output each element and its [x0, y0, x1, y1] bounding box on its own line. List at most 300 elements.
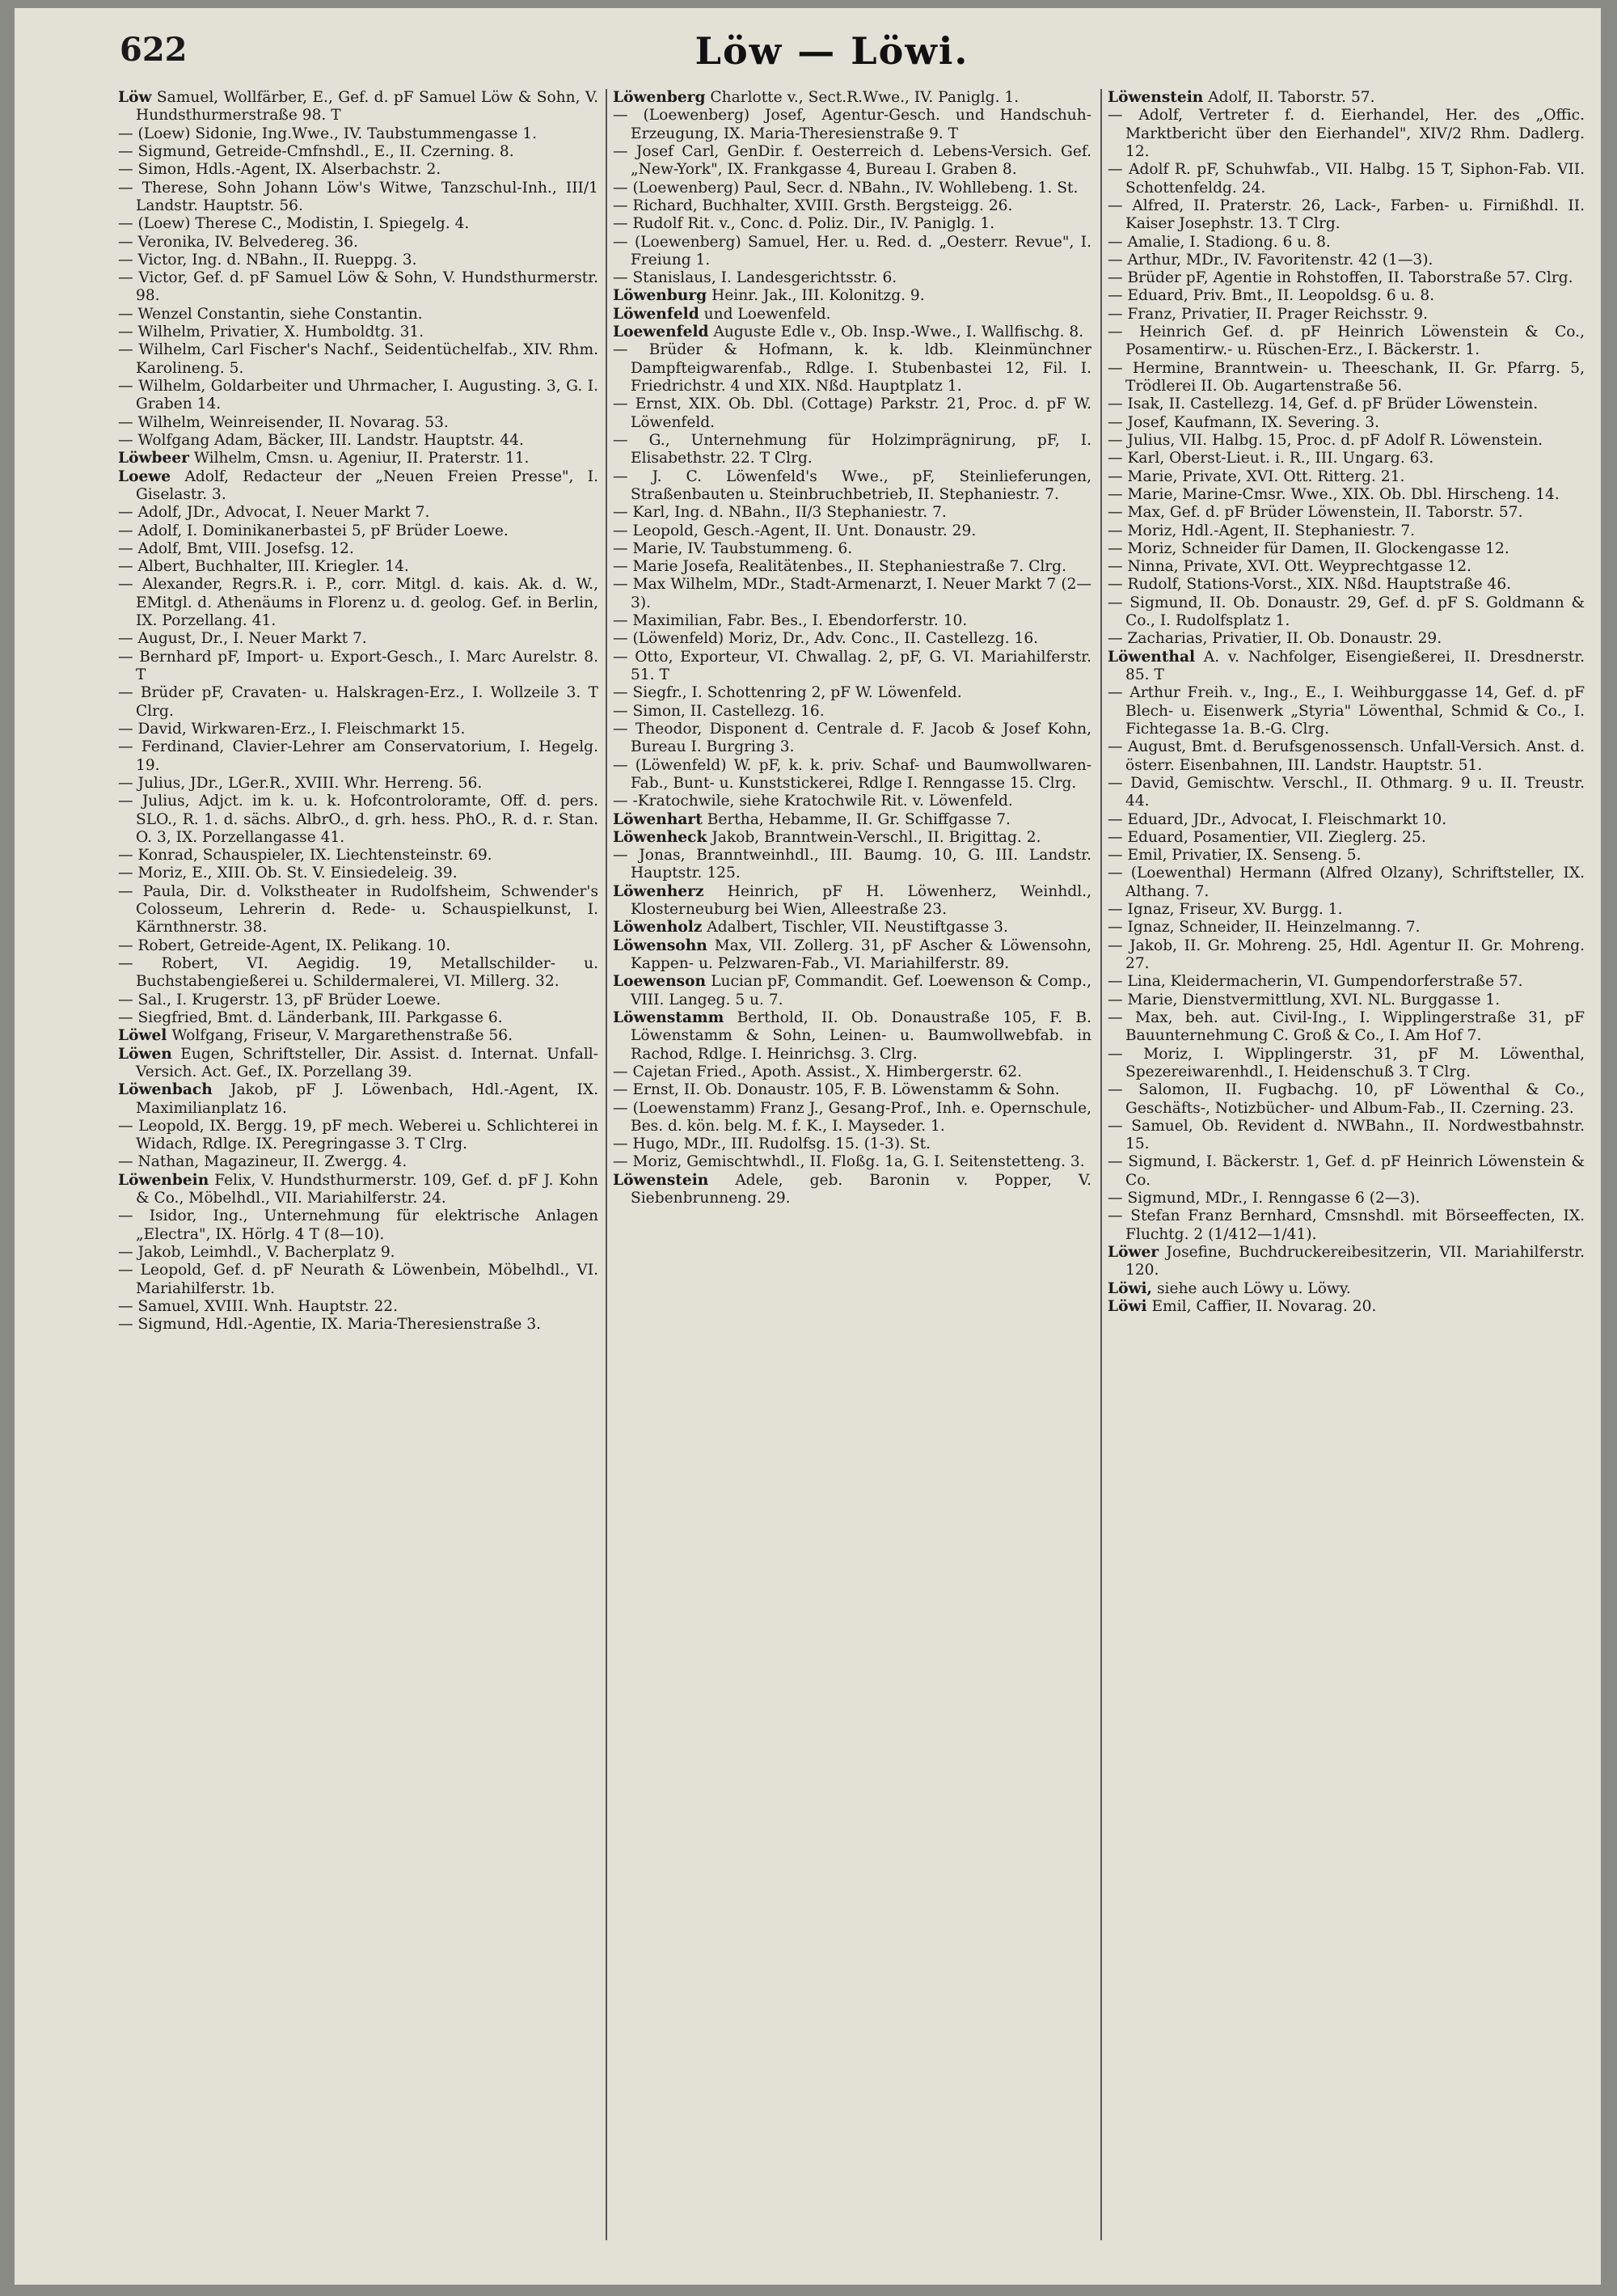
entry-text: — Arthur Freih. v., Ing., E., I. Weihburggasse 14, Gef. d. pF Blech- u. Eisenwerk „Styria" Löwenthal, Schmid & Co., I. Fichtegasse 1a. B.-G. Clrg. — [1108, 684, 1585, 738]
entry-text: — Adolf, Vertreter f. d. Eierhandel, Her. des „Offic. Marktbericht über den Eierhandel", XIV/2 Rhm. Dadlerg. 12. — [1108, 107, 1585, 160]
entry-text: Wolfgang, Friseur, V. Margarethenstraße 56. — [171, 1027, 513, 1045]
entry-text: — Alfred, II. Praterstr. 26, Lack-, Farben- u. Firnißhdl. II. Kaiser Josephstr. 13. T Clrg. — [1108, 197, 1585, 233]
directory-entry — [118, 1153, 598, 1171]
directory-entry — [1108, 1207, 1585, 1244]
entry-surname: Löwi, — [1108, 1279, 1153, 1297]
entry-text: — Theodor, Disponent d. Centrale d. F. Jacob & Josef Kohn, Bureau I. Burgring 3. — [613, 720, 1091, 756]
directory-entry — [613, 829, 1091, 847]
entry-text: — Moriz, E., XIII. Ob. St. V. Einsiedeleig. 39. — [118, 865, 458, 882]
entry-text: — Sigmund, MDr., I. Renngasse 6 (2—3). — [1108, 1190, 1421, 1207]
entry-text: — Hugo, MDr., III. Rudolfsg. 15. (1-3). St. — [613, 1135, 931, 1153]
entry-text: — Nathan, Magazineur, II. Zwergg. 4. — [118, 1153, 407, 1171]
directory-entry — [118, 414, 598, 432]
entry-text: — Sigmund, I. Bäckerstr. 1, Gef. d. pF Heinrich Löwenstein & Co. — [1108, 1153, 1585, 1189]
directory-entry — [1108, 306, 1585, 323]
entry-text: — David, Wirkwaren-Erz., I. Fleischmarkt 15. — [118, 720, 466, 738]
directory-entry — [118, 306, 598, 323]
directory-entry — [1108, 234, 1585, 252]
entry-text: — Wolfgang Adam, Bäcker, III. Landstr. Hauptstr. 44. — [118, 431, 524, 449]
directory-entry — [118, 1172, 598, 1208]
entry-text: — (Loewenstamm) Franz J., Gesang-Prof., Inh. e. Opernschule, Bes. d. kön. belg. M. f. K., I. Mayseder. 1. — [613, 1099, 1091, 1135]
directory-entry — [1108, 468, 1585, 486]
entry-text: — Moriz, I. Wipplingerstr. 31, pF M. Löwenthal, Spezereiwarenhdl., I. Heidenschuß 3. T Clrg. — [1108, 1045, 1585, 1080]
directory-entry — [118, 775, 598, 793]
entry-text: Josefine, Buchdruckereibesitzerin, VII. Mariahilferstr. 120. — [1125, 1244, 1585, 1279]
entry-text: und Loewenfeld. — [703, 305, 831, 323]
entry-text: Adele, geb. Baronin v. Popper, V. Siebenbrunneng. 29. — [631, 1171, 1091, 1207]
directory-entry — [118, 576, 598, 630]
entry-text: — Isak, II. Castellezg. 14, Gef. d. pF Brüder Löwenstein. — [1108, 395, 1539, 413]
directory-entry — [1108, 973, 1585, 991]
entry-surname: Löwenheck — [613, 828, 707, 846]
entry-text: — Therese, Sohn Johann Löw's Witwe, Tanzschul-Inh., III/1 Landstr. Hauptstr. 56. — [118, 179, 598, 214]
directory-entry — [613, 612, 1091, 630]
directory-entry — [118, 161, 598, 179]
directory-entry — [1108, 161, 1585, 197]
directory-entry — [1108, 450, 1585, 467]
column-divider — [1100, 89, 1102, 2240]
directory-entry — [613, 973, 1091, 1009]
entry-surname: Loewenson — [613, 973, 707, 991]
directory-entry — [118, 522, 598, 540]
directory-entry — [613, 649, 1091, 685]
entry-text: Jakob, pF J. Löwenbach, Hdl.-Agent, IX. Maximilianplatz 16. — [136, 1081, 598, 1117]
entry-text: — Jonas, Branntweinhdl., III. Baumg. 10, G. III. Landstr. Hauptstr. 125. — [613, 847, 1091, 882]
page-title: Löw — Löwi. — [695, 29, 969, 73]
column-middle — [613, 89, 1091, 2256]
directory-entry — [118, 234, 598, 252]
entry-text: — Josef Carl, GenDir. f. Oesterreich d. Lebens-Versich. Gef. „New-York", IX. Frankgasse 4, Bureau I. Graben 8. — [613, 142, 1091, 179]
entry-text: — Ferdinand, Clavier-Lehrer am Conservatorium, I. Hegelg. 19. — [118, 738, 598, 774]
directory-entry — [1108, 360, 1585, 396]
entry-text: — Paula, Dir. d. Volkstheater in Rudolfsheim, Schwender's Colosseum, Lehrerin d. Rede- u. Schauspielkunst, I. Kärnthnerstr. 38. — [118, 882, 598, 937]
entry-text: — Max, beh. aut. Civil-Ing., I. Wipplingerstraße 31, pF Bauunternehmung C. Groß & Co., I. Am Hof 7. — [1108, 1008, 1585, 1045]
entry-text: — Simon, II. Castellezg. 16. — [613, 702, 825, 720]
directory-entry — [118, 1207, 598, 1244]
entry-text: — Marie, Private, XVI. Ott. Ritterg. 21. — [1108, 467, 1405, 485]
directory-entry — [1108, 630, 1585, 648]
entry-text: A. v. Nachfolger, Eisengießerei, II. Dresdnerstr. 85. T — [1125, 648, 1585, 683]
directory-entry — [613, 811, 1091, 829]
directory-entry — [118, 1316, 598, 1334]
entry-text: — Max Wilhelm, MDr., Stadt-Armenarzt, I. Neuer Markt 7 (2—3). — [613, 576, 1091, 611]
entry-surname: Löwel — [118, 1027, 167, 1045]
entry-text: — Brüder pF, Agentie in Rohstoffen, II. Taborstraße 57. Clrg. — [1108, 269, 1573, 287]
directory-entry — [118, 540, 598, 558]
directory-entry — [613, 89, 1091, 107]
entry-text: — (Loewenthal) Hermann (Alfred Olzany), Schriftsteller, IX. Althang. 7. — [1108, 865, 1585, 900]
entry-surname: Löwenbein — [118, 1171, 209, 1189]
entry-text: — Eduard, Priv. Bmt., II. Leopoldsg. 6 u. 8. — [1108, 287, 1435, 305]
entry-text: — Wilhelm, Goldarbeiter und Uhrmacher, I. Augusting. 3, G. I. Graben 14. — [118, 378, 598, 413]
entry-text: — Marie, Dienstvermittlung, XVI. NL. Burggasse 1. — [1108, 991, 1501, 1008]
directory-entry — [1108, 504, 1585, 522]
entry-text: — (Loew) Sidonie, Ing.Wwe., IV. Taubstummengasse 1. — [118, 125, 538, 142]
directory-entry — [613, 287, 1091, 305]
entry-text: Felix, V. Hundsthurmerstr. 109, Gef. d. pF J. Kohn & Co., Möbelhdl., VII. Mariahilferstr. 24. — [136, 1171, 598, 1207]
directory-entry — [1108, 432, 1585, 450]
entry-surname: Löwenstein — [613, 1171, 709, 1189]
directory-entry — [1108, 937, 1585, 974]
directory-entry — [613, 684, 1091, 702]
directory-page — [15, 8, 1601, 2285]
entry-text: — Ignaz, Schneider, II. Heinzelmanng. 7. — [1108, 919, 1421, 937]
directory-entry — [1108, 269, 1585, 287]
directory-entry — [118, 793, 598, 847]
entry-text: — Marie, IV. Taubstummeng. 6. — [613, 539, 853, 557]
entry-text: — J. C. Löwenfeld's Wwe., pF, Steinlieferungen, Straßenbauten u. Steinbruchbetrieb, II. Stephaniestr. 7. — [613, 467, 1091, 503]
directory-entry — [613, 703, 1091, 721]
directory-entry — [118, 1046, 598, 1082]
directory-entry — [118, 450, 598, 467]
entry-text: — Hermine, Branntwein- u. Theeschank, II. Gr. Pfarrg. 5, Trödlerei II. Ob. Augartenstraße 56. — [1108, 359, 1585, 395]
entry-text: — Samuel, Ob. Revident d. NWBahn., II. Nordwestbahnstr. 15. — [1108, 1117, 1585, 1153]
entry-text: — Simon, Hdls.-Agent, IX. Alserbachstr. 2. — [118, 161, 441, 179]
entry-text: — David, Gemischtw. Verschl., II. Othmarg. 9 u. II. Treustr. 44. — [1108, 774, 1585, 810]
entry-text: — Sigmund, II. Ob. Donaustr. 29, Gef. d. pF S. Goldmann & Co., I. Rudolfsplatz 1. — [1108, 594, 1585, 630]
entry-text: Auguste Edle v., Ob. Insp.-Wwe., I. Wallfischg. 8. — [713, 323, 1084, 341]
column-divider — [606, 89, 607, 2240]
directory-entry — [118, 1081, 598, 1118]
entry-text: — Adolf, Bmt, VIII. Josefsg. 12. — [118, 539, 354, 557]
entry-text: Adolf, Redacteur der „Neuen Freien Presse", I. Giselastr. 3. — [136, 467, 598, 503]
entry-surname: Löwenstamm — [613, 1008, 724, 1026]
entry-text: Berthold, II. Ob. Donaustraße 105, F. B. Löwenstamm & Sohn, Leinen- u. Baumwollwebfab. in Rachod, Rdlge. I. Heinrichsg. 3. Clrg. — [631, 1008, 1091, 1063]
directory-entry — [1108, 107, 1585, 161]
directory-entry — [613, 793, 1091, 810]
directory-entry — [613, 847, 1091, 883]
entry-text: — Julius, Adjct. im k. u. k. Hofcontroloramte, Off. d. pers. SLO., R. 1. d. sächs. AlbrO., d. grh. hess. PhO., R. d. r. Stan. O. 3, IX. Porzellangasse 41. — [118, 793, 598, 846]
entry-text: — Julius, VII. Halbg. 15, Proc. d. pF Adolf R. Löwenstein. — [1108, 431, 1543, 449]
directory-entry — [1108, 1280, 1585, 1298]
entry-text: — (Löwenfeld) Moriz, Dr., Adv. Conc., II. Castellezg. 16. — [613, 630, 1039, 648]
directory-entry — [613, 576, 1091, 612]
directory-entry — [613, 757, 1091, 793]
entry-text: — Otto, Exporteur, VI. Chwallag. 2, pF, G. VI. Mariahilferstr. 51. T — [613, 648, 1091, 683]
entry-text: Adalbert, Tischler, VII. Neustiftgasse 3. — [707, 919, 1008, 937]
entry-text: Charlotte v., Sect.R.Wwe., IV. Paniglg. 1. — [710, 89, 1020, 106]
directory-entry — [118, 847, 598, 865]
directory-entry — [118, 125, 598, 143]
entry-text: — Moriz, Hdl.-Agent, II. Stephaniestr. 7. — [1108, 522, 1416, 539]
directory-entry — [118, 468, 598, 505]
directory-entry — [613, 883, 1091, 920]
entry-surname: Löwenholz — [613, 919, 703, 937]
entry-text: — Amalie, I. Stadiong. 6 u. 8. — [1108, 233, 1331, 251]
directory-entry — [613, 143, 1091, 180]
entry-text: Emil, Caffier, II. Novarag. 20. — [1151, 1297, 1377, 1315]
directory-entry — [1108, 992, 1585, 1009]
entry-text: — Eduard, JDr., Advocat, I. Fleischmarkt 10. — [1108, 810, 1447, 828]
entry-text: — Adolf, JDr., Advocat, I. Neuer Markt 7. — [118, 504, 430, 522]
entry-text: Lucian pF, Commandit. Gef. Loewenson & Comp., VIII. Langeg. 5 u. 7. — [631, 973, 1091, 1008]
directory-entry — [1108, 522, 1585, 540]
entry-text: — August, Dr., I. Neuer Markt 7. — [118, 630, 367, 648]
entry-surname: Loewe — [118, 467, 171, 485]
directory-entry — [613, 558, 1091, 576]
directory-entry — [613, 937, 1091, 974]
directory-entry — [118, 1118, 598, 1154]
entry-text: — Richard, Buchhalter, XVIII. Grsth. Bergsteigg. 26. — [613, 197, 1013, 214]
entry-text: — Rudolf Rit. v., Conc. d. Poliz. Dir., IV. Paniglg. 1. — [613, 215, 995, 233]
directory-entry — [118, 378, 598, 414]
entry-text: — (Loewenberg) Samuel, Her. u. Red. d. „Oesterr. Revue", I. Freiung 1. — [613, 233, 1091, 269]
directory-entry — [613, 1009, 1091, 1063]
directory-entry — [613, 269, 1091, 287]
entry-text: — Maximilian, Fabr. Bes., I. Ebendorferstr. 10. — [613, 612, 968, 630]
directory-entry — [1108, 865, 1585, 901]
entry-text: — Moriz, Schneider für Damen, II. Glockengasse 12. — [1108, 539, 1509, 557]
directory-entry — [1108, 775, 1585, 811]
directory-entry — [118, 89, 598, 125]
directory-entry — [118, 180, 598, 216]
entry-text: — Leopold, IX. Bergg. 19, pF mech. Weberei u. Schlichterei in Widach, Rdlge. IX. Peregringasse 3. T Clrg. — [118, 1117, 598, 1153]
directory-entry — [118, 738, 598, 775]
entry-text: — Alexander, Regrs.R. i. P., corr. Mitgl. d. kais. Ak. d. W., EMitgl. d. Athenäums in Florenz u. d. geolog. Gef. in Berlin, IX. Porzellang. 41. — [118, 576, 598, 630]
entry-surname: Löwenherz — [613, 882, 704, 900]
directory-entry — [118, 432, 598, 450]
directory-entry — [613, 234, 1091, 270]
entry-text: — Ernst, XIX. Ob. Dbl. (Cottage) Parkstr. 21, Proc. d. pF W. Löwenfeld. — [613, 395, 1091, 431]
page-number: 622 — [120, 31, 188, 69]
directory-entry — [613, 540, 1091, 558]
entry-surname: Löwenstein — [1108, 89, 1204, 106]
directory-entry — [1108, 323, 1585, 360]
entry-text: — Salomon, II. Fugbachg. 10, pF Löwenthal & Co., Geschäfts-, Notizbücher- und Album-Fab., II. Czerning. 23. — [1108, 1081, 1585, 1117]
entry-text: — Heinrich Gef. d. pF Heinrich Löwenstein & Co., Posamentirw.- u. Rüschen-Erz., I. Bäckerstr. 1. — [1108, 323, 1585, 359]
entry-text: — Wilhelm, Weinreisender, II. Novarag. 53. — [118, 413, 449, 431]
entry-text: — Ignaz, Friseur, XV. Burgg. 1. — [1108, 901, 1343, 919]
directory-entry — [1108, 847, 1585, 865]
directory-entry — [1108, 486, 1585, 504]
entry-text: — Rudolf, Stations-Vorst., XIX. Nßd. Hauptstraße 46. — [1108, 576, 1512, 594]
entry-text: — Siegfr., I. Schottenring 2, pF W. Löwenfeld. — [613, 684, 962, 702]
entry-text: — Brüder pF, Cravaten- u. Halskragen-Erz., I. Wollzeile 3. T Clrg. — [118, 684, 598, 720]
directory-entry — [1108, 1118, 1585, 1154]
entry-text: — Josef, Kaufmann, IX. Severing. 3. — [1108, 413, 1379, 431]
directory-entry — [1108, 414, 1585, 432]
column-left — [118, 89, 598, 2256]
entry-text: siehe auch Löwy u. Löwy. — [1156, 1279, 1351, 1297]
directory-entry — [613, 1172, 1091, 1208]
page-header — [120, 24, 1544, 81]
entry-text: — Bernhard pF, Import- u. Export-Gesch., I. Marc Aurelstr. 8. T — [118, 648, 598, 683]
directory-entry — [613, 341, 1091, 395]
directory-entry — [118, 504, 598, 522]
entry-surname: Löwen — [118, 1045, 172, 1063]
entry-text: — Ernst, II. Ob. Donaustr. 105, F. B. Löwenstamm & Sohn. — [613, 1081, 1060, 1099]
entry-surname: Löwenberg — [613, 89, 706, 106]
entry-surname: Löwer — [1108, 1244, 1159, 1261]
directory-entry — [613, 630, 1091, 648]
entry-text: — Robert, VI. Aegidig. 19, Metallschilder- u. Buchstabengießerei u. Schildermalerei, VI. Millerg. 32. — [118, 955, 598, 991]
entry-text: — Wilhelm, Carl Fischer's Nachf., Seidentüchelfab., XIV. Rhm. Karolineng. 5. — [118, 341, 598, 377]
entry-text: — Marie Josefa, Realitätenbes., II. Stephaniestraße 7. Clrg. — [613, 558, 1066, 576]
entry-text: — Moriz, Gemischtwhdl., II. Floßg. 1a, G. I. Seitenstetteng. 3. — [613, 1153, 1085, 1171]
entry-text: Jakob, Branntwein-Verschl., II. Brigittag. 2. — [711, 828, 1041, 846]
entry-text: — Robert, Getreide-Agent, IX. Pelikang. 10. — [118, 937, 451, 954]
directory-entry — [613, 107, 1091, 143]
entry-text: — Karl, Oberst-Lieut. i. R., III. Ungarg. 63. — [1108, 450, 1434, 467]
directory-entry — [613, 1081, 1091, 1099]
entry-text: Wilhelm, Cmsn. u. Ageniur, II. Praterstr. 11. — [193, 450, 530, 467]
entry-text: — Samuel, XVIII. Wnh. Hauptstr. 22. — [118, 1297, 399, 1315]
entry-text: — Lina, Kleidermacherin, VI. Gumpendorferstraße 57. — [1108, 973, 1523, 991]
directory-entry — [1108, 901, 1585, 919]
entry-surname: Loewenfeld — [613, 323, 709, 341]
directory-entry — [1108, 1081, 1585, 1118]
directory-entry — [1108, 684, 1585, 738]
directory-entry — [613, 306, 1091, 323]
entry-text: Bertha, Hebamme, II. Gr. Schiffgasse 7. — [707, 810, 1011, 828]
entry-text: — August, Bmt. d. Berufsgenossensch. Unfall-Versich. Anst. d. österr. Eisenbahnen, III. Landstr. Hauptstr. 51. — [1108, 738, 1585, 774]
entry-surname: Löwenbach — [118, 1081, 213, 1099]
directory-entry — [1108, 594, 1585, 631]
entry-surname: Löwenburg — [613, 287, 707, 305]
entry-text: — (Löwenfeld) W. pF, k. k. priv. Schaf- und Baumwollwaren-Fab., Bunt- u. Kunststickerei, Rdlge I. Renngasse 15. Clrg. — [613, 756, 1091, 792]
entry-text: — Sigmund, Hdl.-Agentie, IX. Maria-Theresienstraße 3. — [118, 1316, 542, 1334]
entry-text: Max, VII. Zollerg. 31, pF Ascher & Löwensohn, Kappen- u. Pelzwaren-Fab., VI. Mariahilferstr. 89. — [631, 937, 1091, 972]
entry-text: — Sal., I. Krugerstr. 13, pF Brüder Loewe. — [118, 991, 441, 1008]
entry-text: — Leopold, Gef. d. pF Neurath & Löwenbein, Möbelhdl., VI. Mariahilferstr. 1b. — [118, 1262, 598, 1297]
directory-entry — [118, 143, 598, 161]
entry-surname: Löwensohn — [613, 937, 707, 954]
entry-text: — Leopold, Gesch.-Agent, II. Unt. Donaustr. 29. — [613, 522, 977, 539]
entry-text: — Julius, JDr., LGer.R., XVIII. Whr. Herreng. 56. — [118, 774, 483, 792]
directory-entry — [613, 522, 1091, 540]
directory-entry — [1108, 540, 1585, 558]
entry-text: — (Loewenberg) Josef, Agentur-Gesch. und Handschuh-Erzeugung, IX. Maria-Theresienstraße 9. T — [613, 107, 1091, 142]
directory-entry — [1108, 558, 1585, 576]
entry-text: — -Kratochwile, siehe Kratochwile Rit. v. Löwenfeld. — [613, 793, 1013, 810]
entry-text: — Adolf R. pF, Schuhwfab., VII. Halbg. 15 T, Siphon-Fab. VII. Schottenfeldg. 24. — [1108, 161, 1585, 197]
directory-entry — [613, 721, 1091, 757]
entry-text: — Zacharias, Privatier, II. Ob. Donaustr. 29. — [1108, 630, 1442, 648]
directory-entry — [613, 504, 1091, 522]
entry-text: Samuel, Wollfärber, E., Gef. d. pF Samuel Löw & Sohn, V. Hundsthurmerstraße 98. T — [136, 89, 598, 125]
entry-text: — (Loew) Therese C., Modistin, I. Spiegelg. 4. — [118, 215, 470, 233]
directory-entry — [1108, 1244, 1585, 1280]
directory-entry — [613, 432, 1091, 468]
directory-entry — [613, 1100, 1091, 1136]
entry-text: — G., Unternehmung für Holzimprägnirung, pF, I. Elisabethstr. 22. T Clrg. — [613, 431, 1091, 467]
entry-text: — Marie, Marine-Cmsr. Wwe., XIX. Ob. Dbl. Hirscheng. 14. — [1108, 485, 1560, 503]
entry-text: — Sigmund, Getreide-Cmfnshdl., E., II. Czerning. 8. — [118, 142, 514, 160]
directory-entry — [1108, 1046, 1585, 1082]
directory-entry — [613, 468, 1091, 505]
directory-entry — [118, 252, 598, 269]
entry-text: Eugen, Schriftsteller, Dir. Assist. d. Internat. Unfall-Versich. Act. Gef., IX. Porzellang 39. — [136, 1045, 598, 1080]
directory-entry — [1108, 811, 1585, 829]
directory-entry — [613, 197, 1091, 215]
directory-entry — [1108, 1009, 1585, 1046]
directory-entry — [118, 558, 598, 576]
directory-entry — [118, 649, 598, 685]
directory-entry — [118, 341, 598, 378]
directory-entry — [1108, 197, 1585, 234]
entry-text: — Stefan Franz Bernhard, Cmsnshdl. mit Börseeffecten, IX. Fluchtg. 2 (1/412—1/41). — [1108, 1207, 1585, 1243]
directory-entry — [118, 1244, 598, 1262]
directory-entry — [613, 215, 1091, 233]
directory-entry — [613, 1153, 1091, 1171]
entry-text: — Jakob, II. Gr. Mohreng. 25, Hdl. Agentur II. Gr. Mohreng. 27. — [1108, 937, 1585, 972]
entry-surname: Löwenthal — [1108, 648, 1196, 666]
directory-entry — [118, 323, 598, 341]
entry-text: — Adolf, I. Dominikanerbastei 5, pF Brüder Loewe. — [118, 522, 509, 539]
directory-entry — [1108, 576, 1585, 594]
entry-text: Heinrich, pF H. Löwenherz, Weinhdl., Klosterneuburg bei Wien, Alleestraße 23. — [631, 882, 1091, 919]
directory-entry — [118, 992, 598, 1009]
directory-entry — [118, 937, 598, 955]
entry-text: — Emil, Privatier, IX. Senseng. 5. — [1108, 847, 1362, 865]
directory-entry — [118, 630, 598, 648]
entry-text: — Victor, Gef. d. pF Samuel Löw & Sohn, V. Hundsthurmerstr. 98. — [118, 269, 598, 305]
directory-entry — [118, 883, 598, 937]
entry-text: Adolf, II. Taborstr. 57. — [1208, 89, 1375, 106]
entry-surname: Löw — [118, 89, 152, 106]
directory-entry — [1108, 252, 1585, 269]
entry-text: — Brüder & Hofmann, k. k. ldb. Kleinmünchner Dampfteigwarenfab., Rdlge. I. Stubenbastei 12, Fil. I. Friedrichstr. 4 und XIX. Nßd. Hauptplatz 1. — [613, 341, 1091, 395]
entry-text: — Konrad, Schauspieler, IX. Liechtensteinstr. 69. — [118, 847, 492, 865]
entry-text: — Karl, Ing. d. NBahn., II/3 Stephaniestr. 7. — [613, 504, 947, 522]
directory-entry — [1108, 1298, 1585, 1316]
entry-text: — Jakob, Leimhdl., V. Bacherplatz 9. — [118, 1244, 395, 1261]
directory-entry — [613, 1063, 1091, 1081]
directory-entry — [118, 1262, 598, 1298]
directory-entry — [1108, 1190, 1585, 1207]
directory-entry — [1108, 738, 1585, 775]
column-right — [1108, 89, 1585, 2256]
directory-entry — [613, 323, 1091, 341]
entry-text: — Ninna, Private, XVI. Ott. Weyprechtgasse 12. — [1108, 558, 1471, 576]
entry-text: — Stanislaus, I. Landesgerichtsstr. 6. — [613, 269, 897, 287]
directory-entry — [1108, 649, 1585, 685]
directory-entry — [613, 919, 1091, 937]
entry-text: — Max, Gef. d. pF Brüder Löwenstein, II. Taborstr. 57. — [1108, 504, 1523, 522]
entry-text: — Victor, Ing. d. NBahn., II. Rueppg. 3. — [118, 251, 417, 269]
directory-entry — [1108, 89, 1585, 107]
directory-entry — [613, 1135, 1091, 1153]
entry-text: — Eduard, Posamentier, VII. Zieglerg. 25. — [1108, 828, 1426, 846]
entry-surname: Löwi — [1108, 1297, 1147, 1315]
directory-entry — [118, 955, 598, 992]
entry-text: — Siegfried, Bmt. d. Länderbank, III. Parkgasse 6. — [118, 1008, 503, 1026]
directory-entry — [118, 269, 598, 306]
directory-entry — [1108, 287, 1585, 305]
entry-surname: Löwenhart — [613, 810, 703, 828]
entry-text: — Isidor, Ing., Unternehmung für elektrische Anlagen „Electra", IX. Hörlg. 4 T (8—10). — [118, 1207, 598, 1243]
entry-text: — Wilhelm, Privatier, X. Humboldtg. 31. — [118, 323, 424, 341]
directory-entry — [1108, 829, 1585, 847]
directory-entry — [613, 395, 1091, 432]
directory-entry — [118, 1027, 598, 1045]
directory-entry — [118, 215, 598, 233]
entry-text: — Franz, Privatier, II. Prager Reichsstr. 9. — [1108, 305, 1428, 323]
entry-text: — Veronika, IV. Belvedereg. 36. — [118, 233, 358, 251]
directory-entry — [118, 1298, 598, 1316]
entry-text: — (Loewenberg) Paul, Secr. d. NBahn., IV. Wohllebeng. 1. St. — [613, 179, 1079, 197]
entry-text: — Wenzel Constantin, siehe Constantin. — [118, 305, 423, 323]
directory-entry — [118, 684, 598, 721]
directory-entry — [1108, 395, 1585, 413]
directory-entry — [118, 721, 598, 738]
directory-entry — [1108, 1153, 1585, 1190]
entry-surname: Löwenfeld — [613, 305, 699, 323]
directory-entry — [118, 865, 598, 882]
directory-entry — [118, 1009, 598, 1027]
entry-text: — Albert, Buchhalter, III. Kriegler. 14. — [118, 558, 409, 576]
entry-surname: Löwbeer — [118, 450, 189, 467]
